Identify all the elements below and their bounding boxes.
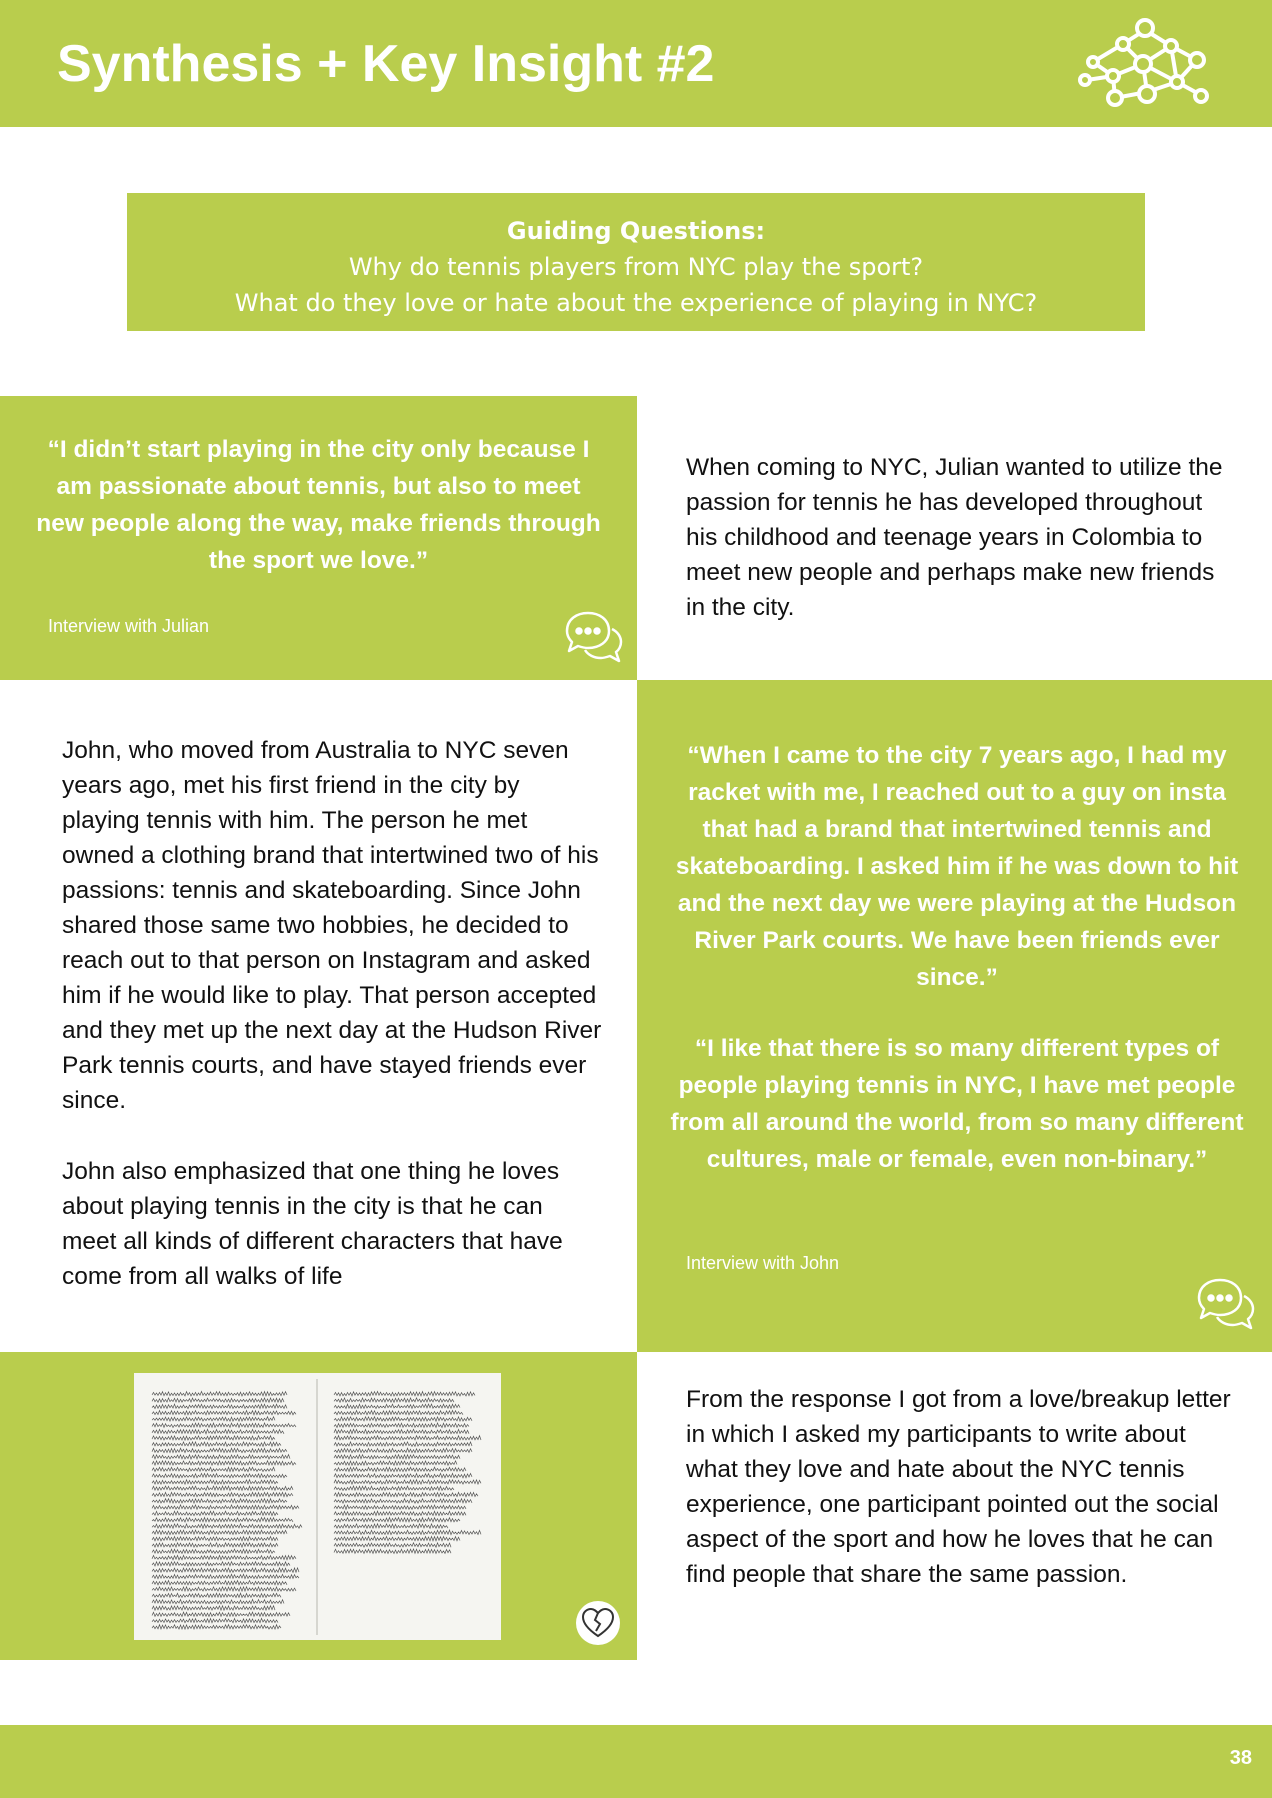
footer-bar (0, 1725, 1272, 1798)
network-icon (1073, 16, 1215, 110)
julian-quote: “I didn’t start playing in the city only because I am passionate about tennis, but also to meet new people along the way, make friends through the sport we love.” (36, 436, 601, 574)
broken-heart-icon (575, 1600, 621, 1646)
guiding-questions-heading: Guiding Questions: (506, 217, 766, 245)
julian-source: Interview with Julian (48, 616, 210, 636)
guiding-questions-box (127, 193, 1145, 331)
page-title: Synthesis + Key Insight #2 (57, 35, 715, 93)
guiding-question-1: Why do tennis players from NYC play the sport? (348, 253, 924, 281)
page-number: 38 (1229, 1747, 1252, 1769)
handwritten-letter-image (134, 1373, 501, 1640)
guiding-question-2: What do they love or hate about the experience of playing in NYC? (234, 289, 1038, 317)
letter-summary: From the response I got from a love/breakup letter in which I asked my participants to write about what they love and hate about the NYC tennis experience, one participant pointed out the social aspect of the sport and how he loves that he can find people that share the same passion. (686, 1386, 1231, 1588)
john-source: Interview with John (686, 1253, 840, 1273)
john-summary-1: John, who moved from Australia to NYC seven years ago, met his first friend in the city by playing tennis with him. The person he met owned a clothing brand that intertwined two of his passions: tennis and skateboarding. Since John shared those same two hobbies, he decided to reach out to that person on Instagram and asked him if he would like to play. That person accepted and they met up the next day at the Hudson River Park tennis courts, and have stayed friends ever since. (62, 737, 602, 1114)
chat-bubbles-icon (563, 609, 625, 667)
julian-summary: When coming to NYC, Julian wanted to utilize the passion for tennis he has developed throughout his childhood and teenage years in Colombia to meet new people and perhaps make new friends in the city. (686, 454, 1223, 621)
john-quote-2: “I like that there is so many different types of people playing tennis in NYC, I have met people from all around the world, from so many different cultures, male or female, even non-binary.” (670, 1035, 1244, 1173)
chat-bubbles-icon (1195, 1276, 1257, 1334)
john-quote-1: “When I came to the city 7 years ago, I had my racket with me, I reached out to a guy on insta that had a brand that intertwined tennis and skateboarding. I asked him if he was down to hit and the next day we were playing at the Hudson River Park courts. We have been friends ever since.” (675, 742, 1239, 991)
header-bar (0, 0, 1272, 127)
john-summary-2: John also emphasized that one thing he loves about playing tennis in the city is that he can meet all kinds of different characters that have come from all walks of life (62, 1158, 563, 1290)
